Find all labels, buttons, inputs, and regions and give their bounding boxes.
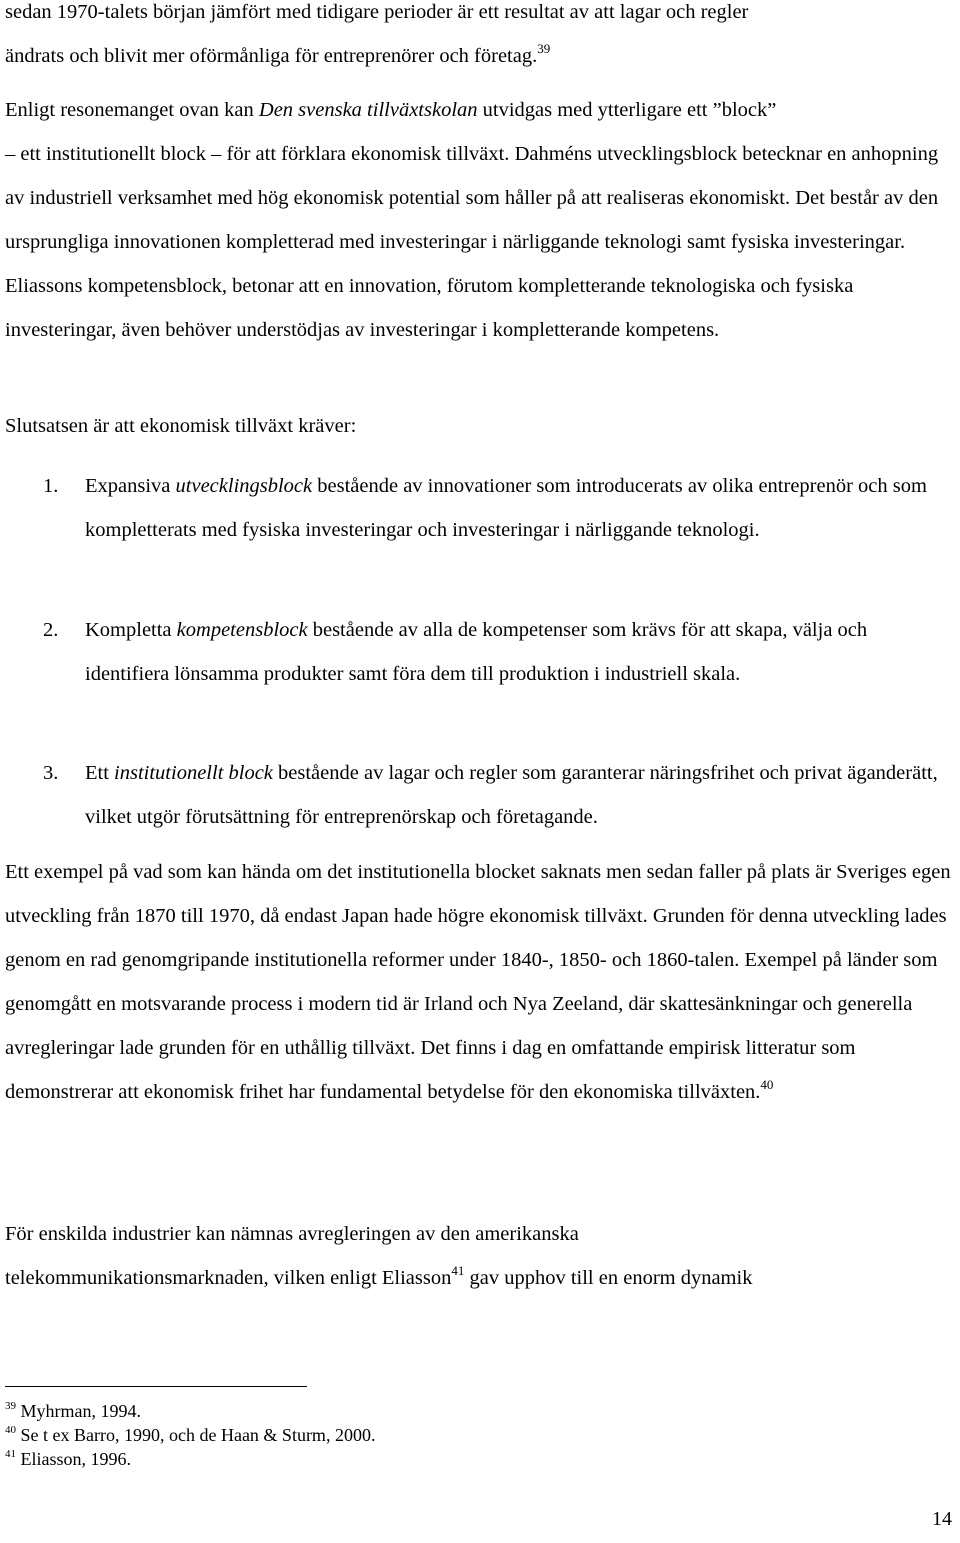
list-text [85, 608, 955, 696]
text-run: utvidgas med ytterligare ett ”block” [477, 99, 777, 121]
footnote [5, 1448, 131, 1470]
footnote [5, 1424, 375, 1446]
text-run: Ett [85, 762, 115, 784]
paragraph-industries [5, 1212, 955, 1300]
text-line: För enskilda industrier kan nämnas avregleringen av den amerikanska [5, 1223, 579, 1245]
text-run: telekommunikationsmarknaden, vilken enligt Eliasson [5, 1267, 452, 1289]
footnote-ref[interactable]: 40 [760, 1077, 774, 1092]
text-run: bestående av innovationer som introducerats av olika entreprenör och som kompletterats med fysiska investeringar och investeringar i närliggande teknologi. [85, 475, 927, 541]
footnote-divider [5, 1386, 307, 1387]
list-number: 2. [43, 619, 59, 641]
text-run: gav upphov till en enorm dynamik [464, 1267, 753, 1289]
footnote-number: 39 [5, 1400, 16, 1412]
text-run: Enligt resonemanget ovan kan [5, 99, 259, 121]
text-run: Dahméns utvecklingsblock betecknar en anhopning av industriell verksamhet med hög ekonomisk potential som håller på att realiseras ekonomiskt. Det består av den ursprungliga innovationen kompletterad med investeringar i närliggande teknologi samt fysiska investeringar. Eliassons kompetensblock, betonar att en innovation, förutom kompletterande teknologiska och fysiska investeringar, även behöver understödjas av investeringar i kompletterande kompetens. [5, 143, 939, 341]
text-line: sedan 1970-talets början jämfört med tidigare perioder är ett resultat av att lagar och regler [5, 1, 749, 23]
paragraph-intro [5, 0, 955, 78]
text-run: – ett institutionellt block – för att förklara ekonomisk tillväxt. [5, 143, 510, 165]
footnote-ref[interactable]: 39 [537, 41, 551, 56]
text-run: Expansiva [85, 475, 176, 497]
text-run: Ett exempel på vad som kan hända om det institutionella blocket saknats men sedan faller på plats är Sveriges egen utveckling från 1870 till 1970, då endast Japan hade högre ekonomisk tillväxt. Grunden för denna utveckling lades genom en rad genomgripande institutionella reformer under 1840-, 1850- och 1860-talen. Exempel på länder som genomgått en motsvarande process i modern tid är Irland och Nya Zeeland, där skattesänkningar och generella avregleringar lade grunden för en uthållig tillväxt. Det finns i dag en omfattande empirisk litteratur som demonstrerar att ekonomisk frihet har fundamental betydelse för den ekonomiska tillväxten. [5, 861, 951, 1103]
text-run: Kompletta [85, 619, 177, 641]
list-item [5, 751, 955, 839]
list-item [5, 608, 955, 740]
footnote-number: 41 [5, 1448, 16, 1460]
paragraph-growth-school [5, 88, 955, 352]
paragraph-example [5, 850, 955, 1114]
italic-term: Den svenska tillväxtskolan [258, 99, 478, 121]
text-line: ändrats och blivit mer oförmånliga för entreprenörer och företag. [5, 45, 538, 67]
footnote-number: 40 [5, 1424, 16, 1436]
list-text [85, 464, 955, 552]
italic-term: institutionellt block [114, 762, 273, 784]
page-number: 14 [932, 1508, 952, 1530]
paragraph-conclusion [5, 404, 955, 448]
text-line: Slutsatsen är att ekonomisk tillväxt kräver: [5, 415, 357, 437]
footnote-ref[interactable]: 41 [451, 1263, 465, 1278]
list-text [85, 751, 955, 839]
italic-term: utvecklingsblock [175, 475, 313, 497]
footnote [5, 1400, 141, 1422]
footnote-text: Myhrman, 1994. [16, 1401, 141, 1421]
footnote-text: Eliasson, 1996. [16, 1449, 131, 1469]
list-number: 3. [43, 762, 59, 784]
text-run: bestående av lagar och regler som garanterar näringsfrihet och privat äganderätt, vilket utgör förutsättning för entreprenörskap och företagande. [85, 762, 938, 828]
italic-term: kompetensblock [176, 619, 308, 641]
list-number: 1. [43, 475, 59, 497]
footnote-text: Se t ex Barro, 1990, och de Haan & Sturm, 2000. [16, 1425, 376, 1445]
list-item [5, 464, 955, 596]
text-run: bestående av alla de kompetenser som krävs för att skapa, välja och identifiera lönsamma produkter samt föra dem till produktion i industriell skala. [85, 619, 868, 685]
